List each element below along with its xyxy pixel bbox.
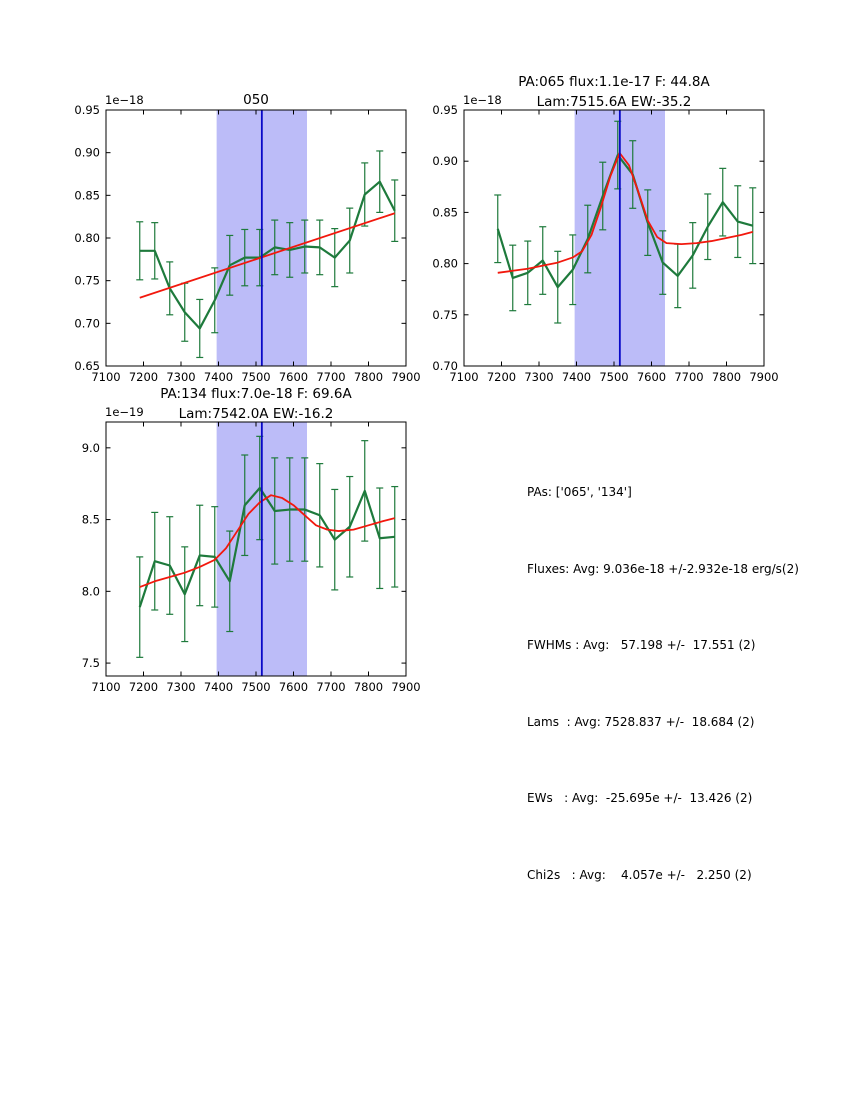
x-tick-label: 7700 xyxy=(316,370,346,384)
plot-title: Lam:7542.0A EW:-16.2 xyxy=(178,406,334,422)
y-tick-label: 0.95 xyxy=(74,103,100,117)
stats-line-fluxes: Fluxes: Avg: 9.036e-18 +/-2.932e-18 erg/s(2) xyxy=(527,561,799,576)
y-tick-label: 0.65 xyxy=(74,359,100,373)
y-tick-label: 0.95 xyxy=(432,103,458,117)
x-tick-label: 7100 xyxy=(91,370,121,384)
x-tick-label: 7200 xyxy=(128,680,159,694)
stats-line-fwhms: FWHMs : Avg: 57.198 +/- 17.551 (2) xyxy=(527,638,756,652)
x-tick-label: 7300 xyxy=(166,680,196,694)
x-tick-label: 7900 xyxy=(749,370,779,384)
axis-offset-label: 1e−18 xyxy=(463,93,502,107)
x-tick-label: 7300 xyxy=(524,370,554,384)
x-tick-label: 7200 xyxy=(128,370,159,384)
y-tick-label: 9.0 xyxy=(81,440,100,455)
plot-title: 050 xyxy=(243,92,269,108)
y-tick-label: 0.80 xyxy=(432,256,458,271)
x-tick-label: 7100 xyxy=(449,370,479,384)
x-tick-label: 7800 xyxy=(711,370,742,384)
x-tick-label: 7500 xyxy=(599,370,629,384)
axis-offset-label: 1e−18 xyxy=(105,93,144,107)
y-tick-label: 0.70 xyxy=(74,316,100,331)
y-tick-label: 0.70 xyxy=(432,359,458,373)
x-tick-label: 7700 xyxy=(674,370,704,384)
y-tick-label: 0.90 xyxy=(432,154,458,169)
y-tick-label: 0.80 xyxy=(74,231,100,245)
x-tick-label: 7800 xyxy=(353,370,384,384)
plot-title: Lam:7515.6A EW:-35.2 xyxy=(536,94,692,110)
stats-line-ews: EWs : Avg: -25.695e +/- 13.426 (2) xyxy=(527,791,753,805)
x-tick-label: 7800 xyxy=(353,680,384,694)
x-tick-label: 7400 xyxy=(203,370,234,384)
x-tick-label: 7600 xyxy=(636,370,667,384)
plot-title: PA:065 flux:1.1e-17 F: 44.8A xyxy=(518,74,710,90)
y-tick-label: 8.5 xyxy=(81,512,100,527)
y-tick-label: 7.5 xyxy=(81,656,100,671)
x-tick-label: 7400 xyxy=(203,680,234,694)
plot-title: PA:134 flux:7.0e-18 F: 69.6A xyxy=(160,386,352,402)
y-tick-label: 0.75 xyxy=(432,307,458,322)
x-tick-label: 7900 xyxy=(391,370,421,384)
y-tick-label: 0.85 xyxy=(432,205,458,220)
stats-line-pas: PAs: ['065', '134'] xyxy=(527,485,632,499)
y-tick-label: 0.85 xyxy=(74,188,100,203)
x-tick-label: 7400 xyxy=(561,370,592,384)
y-tick-label: 0.90 xyxy=(74,145,100,160)
x-tick-label: 7300 xyxy=(166,370,196,384)
stats-line-chi2s: Chi2s : Avg: 4.057e +/- 2.250 (2) xyxy=(527,867,752,882)
x-tick-label: 7700 xyxy=(316,680,346,694)
x-tick-label: 7500 xyxy=(241,370,271,384)
subplot-avg xyxy=(74,92,420,384)
x-tick-label: 7100 xyxy=(91,680,121,694)
stats-line-lams: Lams : Avg: 7528.837 +/- 18.684 (2) xyxy=(527,714,755,729)
axis-offset-label: 1e−19 xyxy=(105,405,144,419)
x-tick-label: 7600 xyxy=(278,680,309,694)
y-tick-label: 0.75 xyxy=(74,273,100,288)
x-tick-label: 7500 xyxy=(241,680,271,694)
y-tick-label: 8.0 xyxy=(81,584,100,599)
subplot-pa134 xyxy=(82,386,421,694)
x-tick-label: 7200 xyxy=(486,370,517,384)
stats-panel xyxy=(527,429,799,939)
x-tick-label: 7900 xyxy=(391,680,421,694)
subplot-pa065 xyxy=(432,74,778,384)
x-tick-label: 7600 xyxy=(278,370,309,384)
